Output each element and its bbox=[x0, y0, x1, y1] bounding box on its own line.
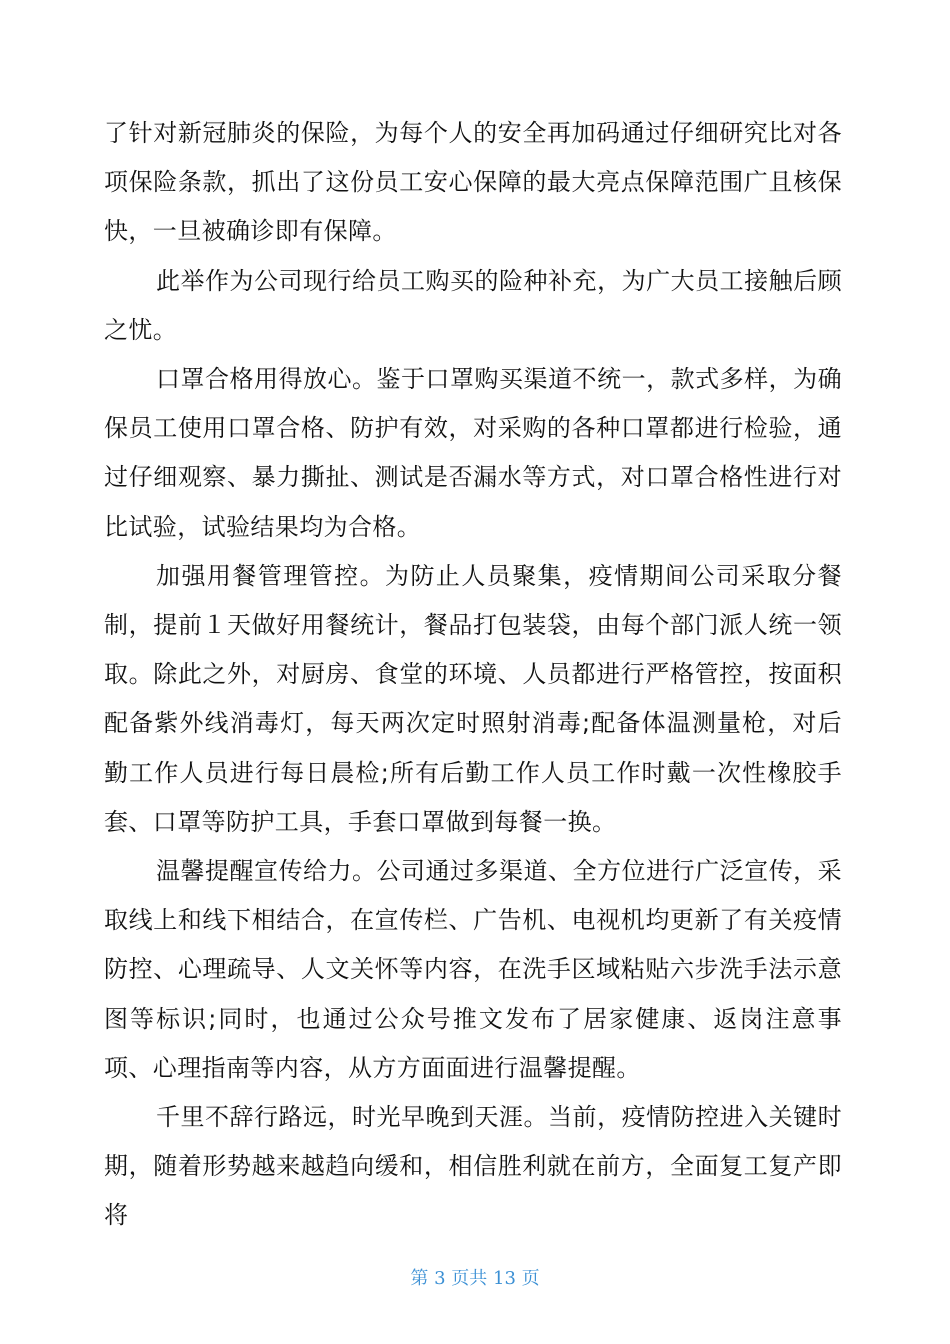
page-number-footer: 第 3 页共 13 页 bbox=[410, 1268, 540, 1289]
paragraph-4: 加强用餐管理管控。为防止人员聚集，疫情期间公司采取分餐制，提前１天做好用餐统计，餐品打包装袋，由每个部门派人统一领取。除此之外，对厨房、食堂的环境、人员都进行严格管控，按面积配备紫外线消毒灯，每天两次定时照射消毒;配备体温测量枪，对后勤工作人员进行每日晨检;所有后勤工作人员工作时戴一次性橡胶手套、口罩等防护工具，手套口罩做到每餐一换。 bbox=[104, 561, 842, 836]
paragraph-1: 了针对新冠肺炎的保险，为每个人的安全再加码通过仔细研究比对各项保险条款，抓出了这份员工安心保障的最大亮点保障范围广且核保快，一旦被确诊即有保障。 bbox=[104, 119, 842, 246]
body-text bbox=[104, 109, 842, 1241]
paragraph-5: 温馨提醒宣传给力。公司通过多渠道、全方位进行广泛宣传，采取线上和线下相结合，在宣传栏、广告机、电视机均更新了有关疫情防控、心理疏导、人文关怀等内容，在洗手区域粘贴六步洗手法示意图等标识;同时，也通过公众号推文发布了居家健康、返岗注意事项、心理指南等内容，从方方面面进行温馨提醒。 bbox=[104, 857, 842, 1082]
paragraph-3: 口罩合格用得放心。鉴于口罩购买渠道不统一，款式多样，为确保员工使用口罩合格、防护有效，对采购的各种口罩都进行检验，通过仔细观察、暴力撕扯、测试是否漏水等方式，对口罩合格性进行对比试验，试验结果均为合格。 bbox=[104, 365, 842, 541]
paragraph-2: 此举作为公司现行给员工购买的险种补充，为广大员工接触后顾之忧。 bbox=[104, 266, 842, 344]
paragraph-6: 千里不辞行路远，时光早晚到天涯。当前，疫情防控进入关键时期，随着形势越来越趋向缓和，相信胜利就在前方，全面复工复产即将 bbox=[104, 1103, 842, 1230]
